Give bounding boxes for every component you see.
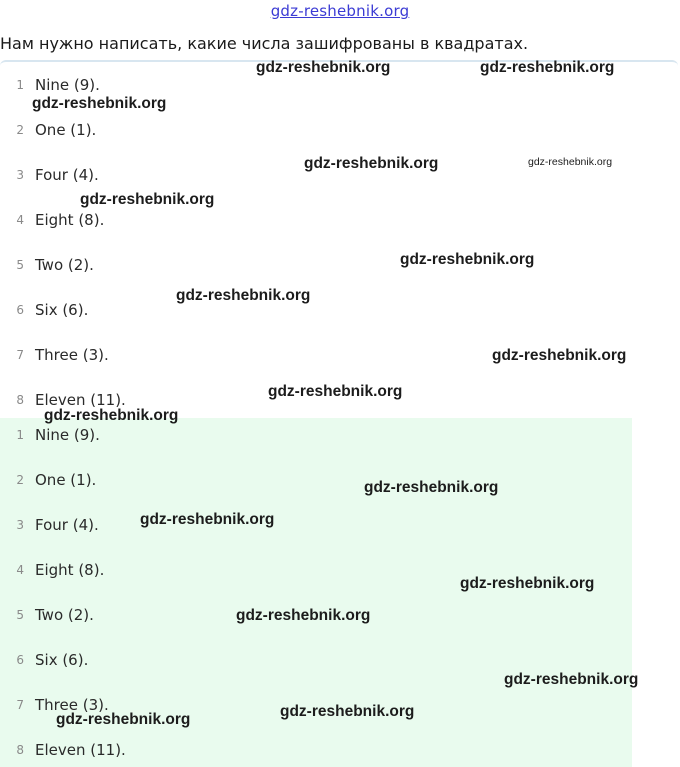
- watermark: gdz-reshebnik.org: [492, 347, 627, 364]
- item-number: 3: [16, 518, 24, 532]
- list-item: [0, 205, 632, 235]
- item-text: Four (4).: [35, 166, 99, 184]
- item-number: 1: [16, 428, 24, 442]
- watermark: gdz-reshebnik.org: [140, 511, 275, 528]
- item-number: 2: [16, 123, 24, 137]
- item-number: 4: [16, 213, 24, 227]
- item-number: 2: [16, 473, 24, 487]
- item-text: Six (6).: [35, 301, 89, 319]
- item-number: 6: [16, 653, 24, 667]
- item-number: 3: [16, 168, 24, 182]
- intro-text: Нам нужно написать, какие числа зашифрованы в квадратах.: [0, 34, 529, 53]
- item-text: Three (3).: [35, 346, 109, 364]
- item-text: Eleven (11).: [35, 741, 126, 759]
- watermark: gdz-reshebnik.org: [400, 251, 535, 268]
- item-number: 7: [16, 348, 24, 362]
- item-text: Four (4).: [35, 516, 99, 534]
- item-number: 6: [16, 303, 24, 317]
- item-number: 4: [16, 563, 24, 577]
- item-text: Eleven (11).: [35, 391, 126, 409]
- list-item: [0, 510, 632, 540]
- item-text: Nine (9).: [35, 76, 100, 94]
- watermark: gdz-reshebnik.org: [304, 155, 439, 172]
- list-item: [0, 115, 632, 145]
- list-item: [0, 465, 632, 495]
- watermark: gdz-reshebnik.org: [80, 191, 215, 208]
- item-text: Three (3).: [35, 696, 109, 714]
- list-item: [0, 295, 632, 325]
- site-header-link[interactable]: gdz-reshebnik.org: [270, 2, 410, 20]
- item-number: 7: [16, 698, 24, 712]
- watermark: gdz-reshebnik.org: [480, 59, 615, 76]
- item-text: Two (2).: [35, 606, 94, 624]
- watermark: gdz-reshebnik.org: [256, 59, 391, 76]
- watermark: gdz-reshebnik.org: [56, 711, 191, 728]
- list-item: [0, 735, 632, 765]
- item-text: One (1).: [35, 121, 97, 139]
- item-number: 1: [16, 78, 24, 92]
- item-text: One (1).: [35, 471, 97, 489]
- watermark: gdz-reshebnik.org: [32, 95, 167, 112]
- item-number: 8: [16, 393, 24, 407]
- item-number: 5: [16, 608, 24, 622]
- watermark: gdz-reshebnik.org: [460, 575, 595, 592]
- item-text: Eight (8).: [35, 211, 105, 229]
- watermark: gdz-reshebnik.org: [236, 607, 371, 624]
- item-text: Two (2).: [35, 256, 94, 274]
- item-number: 5: [16, 258, 24, 272]
- watermark: gdz-reshebnik.org: [176, 287, 311, 304]
- watermark: gdz-reshebnik.org: [268, 383, 403, 400]
- watermark: gdz-reshebnik.org: [280, 703, 415, 720]
- watermark: gdz-reshebnik.org: [528, 156, 613, 168]
- item-text: Eight (8).: [35, 561, 105, 579]
- watermark: gdz-reshebnik.org: [504, 671, 639, 688]
- watermark: gdz-reshebnik.org: [44, 407, 179, 424]
- item-text: Six (6).: [35, 651, 89, 669]
- item-text: Nine (9).: [35, 426, 100, 444]
- list-item: [0, 250, 632, 280]
- item-number: 8: [16, 743, 24, 757]
- watermark: gdz-reshebnik.org: [364, 479, 499, 496]
